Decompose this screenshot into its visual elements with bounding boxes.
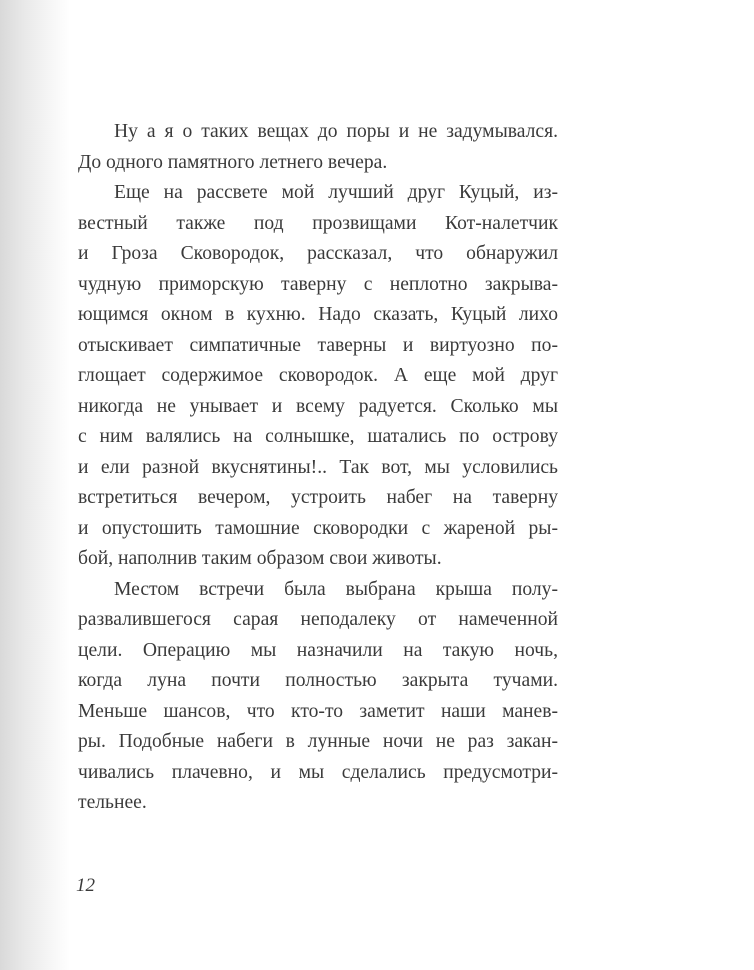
text-line: Еще на рассвете мой лучший друг Куцый, из- (114, 182, 558, 203)
paragraph-1 (78, 117, 558, 178)
text-line: никогда не унывает и всему радуется. Сколько мы (78, 395, 558, 417)
text-line: глощает содержимое сковородок. А еще мой друг (78, 365, 558, 386)
paragraph-2 (78, 178, 558, 575)
text-line: тельнее. (78, 792, 147, 813)
text-line: с ним валялись на солнышке, шатались по острову (78, 426, 558, 447)
text-line: отыскивает симпатичные таверны и виртуозно по- (78, 334, 558, 356)
body-text (78, 117, 558, 819)
text-line: бой, наполнив таким образом свои животы. (78, 548, 442, 569)
text-line: встретиться вечером, устроить набег на таверну (78, 487, 558, 508)
text-line: До одного памятного летнего вечера. (78, 151, 388, 173)
text-line: ющимся окном в кухню. Надо сказать, Куцый лихо (78, 304, 558, 325)
text-line: чивались плачевно, и мы сделались предусмотри- (78, 761, 558, 783)
text-line: цели. Операцию мы назначили на такую ночь, (78, 639, 558, 661)
text-line: развалившегося сарая неподалеку от намеченной (78, 609, 558, 630)
paragraph-3 (78, 575, 558, 819)
text-line: и Гроза Сковородок, рассказал, что обнаружил (78, 243, 558, 264)
text-line: когда луна почти полностью закрыта тучами. (78, 670, 558, 691)
text-line: и опустошить тамошние сковородки с жареной ры- (78, 517, 558, 539)
text-line: Меньше шансов, что кто-то заметит наши манев- (78, 700, 558, 722)
text-line: и ели разной вкуснятины!.. Так вот, мы условились (78, 456, 558, 478)
text-line: Местом встречи была выбрана крыша полу- (114, 578, 558, 600)
page-number: 12 (76, 875, 95, 896)
text-line: ры. Подобные набеги в лунные ночи не раз закан- (78, 731, 558, 752)
text-line: вестный также под прозвищами Кот-налетчик (78, 212, 558, 234)
text-line: Ну а я о таких вещах до поры и не задумывался. (114, 121, 558, 142)
text-line: чудную приморскую таверну с неплотно закрыва- (78, 273, 558, 295)
